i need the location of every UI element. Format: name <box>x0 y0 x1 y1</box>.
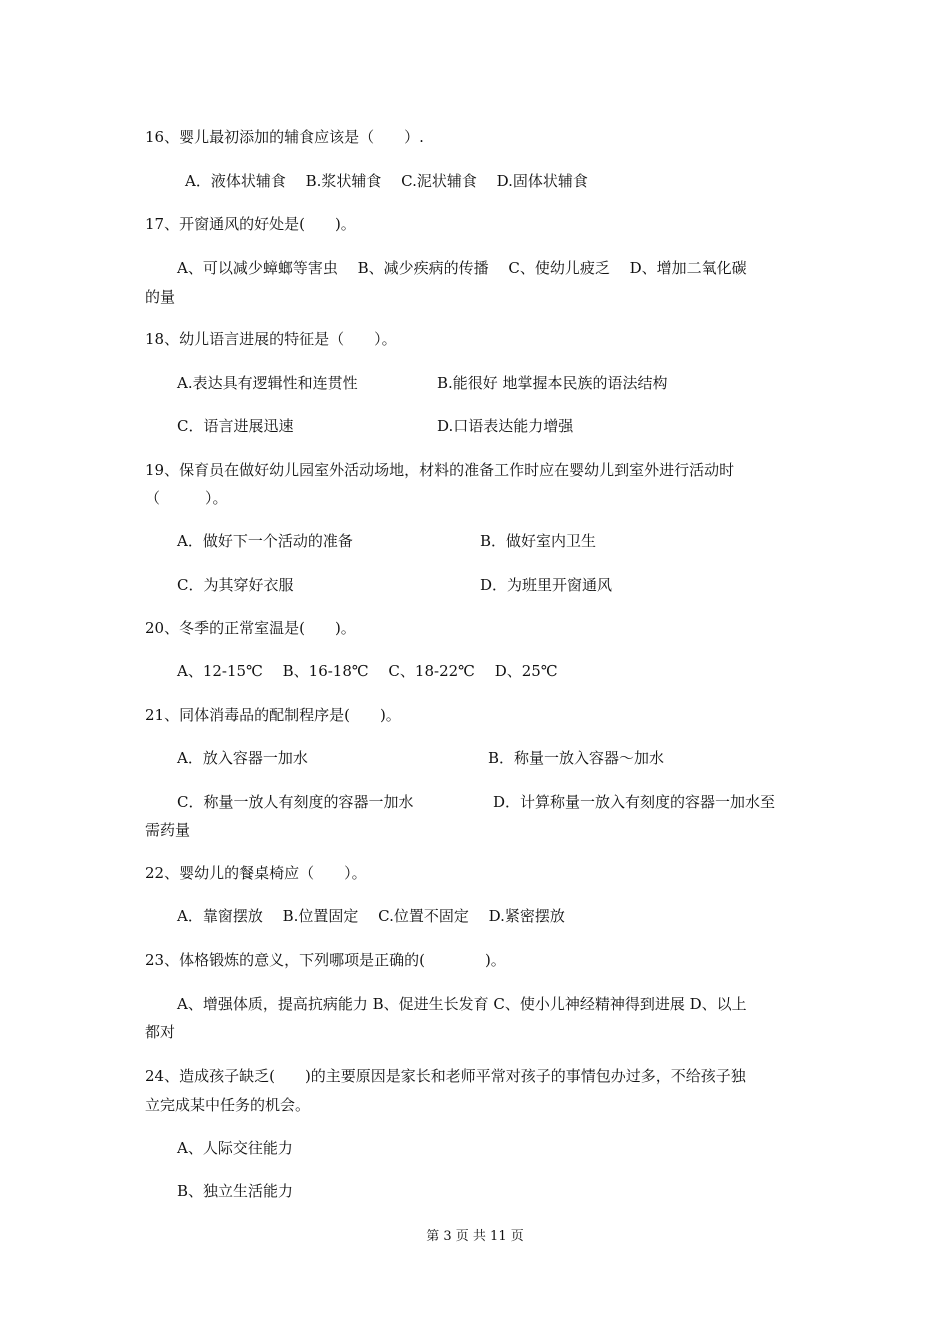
question-22-stem: 22、婴幼儿的餐桌椅应（ ）。 <box>145 864 367 882</box>
question-24-stem: 24、造成孩子缺乏( )的主要原因是家长和老师平常对孩子的事情包办过多，不给孩子独 <box>145 1067 746 1085</box>
question-18-option-b: B.能很好 地掌握本民族的语法结构 <box>437 374 668 392</box>
question-18-stem: 18、幼儿语言进展的特征是（ ）。 <box>145 330 397 348</box>
question-21-option-d-continued: 需药量 <box>145 821 191 839</box>
question-21-option-c: C．称量一放人有刻度的容器一加水 <box>177 793 414 811</box>
question-22-options: A．靠窗摆放 B.位置固定 C.位置不固定 D.紧密摆放 <box>177 907 565 925</box>
question-21-option-d: D．计算称量一放入有刻度的容器一加水至 <box>493 793 776 811</box>
question-21-stem: 21、同体消毒品的配制程序是( )。 <box>145 706 401 724</box>
question-19-stem: 19、保育员在做好幼儿园室外活动场地，材料的准备工作时应在婴幼儿到室外进行活动时 <box>145 461 735 479</box>
question-23-options-continued: 都对 <box>145 1023 176 1041</box>
question-17-options-continued: 的量 <box>145 288 176 306</box>
question-19-option-d: D．为班里开窗通风 <box>480 576 613 594</box>
question-23-options: A、增强体质，提高抗病能力 B、促进生长发育 C、使小儿神经精神得到进展 D、以上 <box>177 995 747 1013</box>
question-18-option-d: D.口语表达能力增强 <box>437 417 574 435</box>
question-19-stem-continued: （ ）。 <box>145 489 228 507</box>
question-19-option-a: A．做好下一个活动的准备 <box>177 532 353 550</box>
question-20-stem: 20、冬季的正常室温是( )。 <box>145 619 356 637</box>
question-17-options: A、可以减少蟑螂等害虫 B、减少疾病的传播 C、使幼儿疲乏 D、增加二氧化碳 <box>177 259 747 277</box>
question-20-options: A、12-15℃ B、16-18℃ C、18-22℃ D、25℃ <box>177 662 558 680</box>
question-24-stem-continued: 立完成某中任务的机会。 <box>145 1096 311 1114</box>
question-23-stem: 23、体格锻炼的意义，下列哪项是正确的( )。 <box>145 951 506 969</box>
question-24-option-b: B、独立生活能力 <box>177 1182 294 1200</box>
question-16-options: A．液体状辅食 B.浆状辅食 C.泥状辅食 D.固体状辅食 <box>185 172 588 190</box>
question-21-option-b: B．称量一放入容器～加水 <box>488 749 665 767</box>
question-17-stem: 17、开窗通风的好处是( )。 <box>145 215 356 233</box>
question-19-option-b: B．做好室内卫生 <box>480 532 597 550</box>
question-19-option-c: C．为其穿好衣服 <box>177 576 294 594</box>
question-18-option-c: C．语言进展迅速 <box>177 417 294 435</box>
question-16-stem: 16、婴儿最初添加的辅食应该是（ ）. <box>145 128 424 146</box>
question-21-option-a: A．放入容器一加水 <box>177 749 308 767</box>
page-number-footer: 第 3 页 共 11 页 <box>426 1229 524 1244</box>
question-24-option-a: A、人际交往能力 <box>177 1139 293 1157</box>
question-18-option-a: A.表达具有逻辑性和连贯性 <box>177 374 358 392</box>
